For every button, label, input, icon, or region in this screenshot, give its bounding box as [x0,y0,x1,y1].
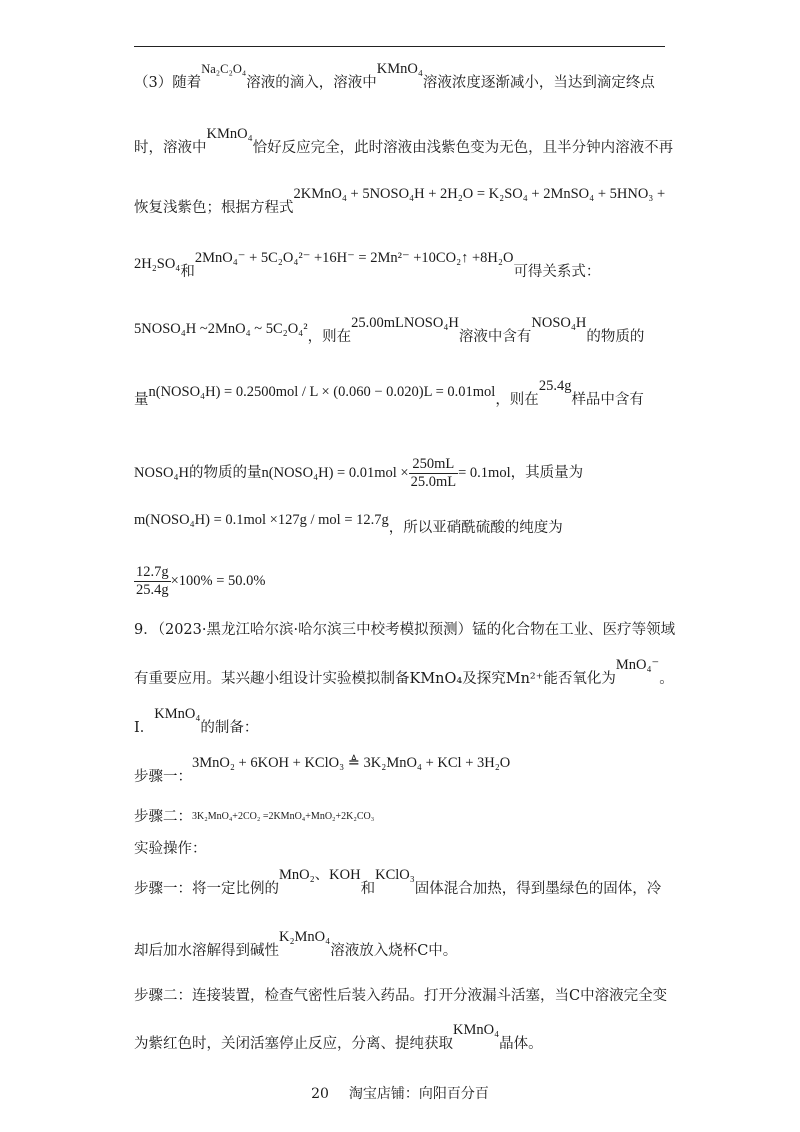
text: 和 [360,881,376,897]
formula: NOSO₄H [531,315,587,331]
formula: MnO₂、KOH [279,867,361,883]
formula: KMnO₄ [453,1022,500,1038]
text: 溶液浓度逐渐减小，当达到滴定终点 [422,75,655,91]
reaction-step-1 [134,755,511,785]
question-9-stem: 9．（2023·黑龙江哈尔滨·哈尔滨三中校考模拟预测）锰的化合物在工业、医疗等领域 [134,622,676,638]
formula: 25.4g [538,378,572,394]
operation-step-2-cont [134,1022,543,1052]
equation: = 0.1mol [458,465,511,481]
formula: KMnO₄ [154,706,201,722]
text: 恰好反应完全，此时溶液由浅紫色变为无色，且半分钟内溶液不再 [252,140,674,156]
equation: 3MnO₂ + 6KOH + KClO₃ ≜ 3K₂MnO₄ + KCl + 3H₂O [192,755,511,771]
p3-line-1 [134,61,655,91]
text: 。 [659,671,674,687]
fraction-numerator: 250mL [409,457,459,474]
p3-line-9 [134,565,266,597]
equation: 2MnO₄⁻ + 5C₂O₄²⁻ +16H⁻ = 2Mn²⁻ +10CO₂↑ +8H₂O [194,250,514,266]
formula: 25.00mLNOSO₄H [351,315,459,331]
formula: MnO₄⁻ [615,657,660,673]
text: 和 [180,264,195,280]
formula: Na₂C₂O₄ [201,62,247,76]
operation-step-2: 步骤二：连接装置，检查气密性后装入药品。打开分液漏斗活塞，当C中溶液完全变 [134,988,668,1004]
text: 有重要应用。某兴趣小组设计实验模拟制备KMnO₄及探究Mn²⁺能否氧化为 [134,671,616,687]
text: 晶体。 [499,1036,543,1052]
p3-line-7 [134,443,584,490]
equation: 3K₂MnO₄+2CO₂ =2KMnO₄+MnO₂+2K₂CO₃ [192,811,375,822]
formula: KClO₃ [375,867,415,883]
formula: 2H₂SO₄ [134,256,181,272]
p3-line-5 [134,315,645,345]
reaction-step-2 [134,810,374,825]
text: 却后加水溶解得到碱性 [134,943,279,959]
q9-line-2 [134,657,674,687]
equation: m(NOSO₄H) = 0.1mol ×127g / mol = 12.7g [134,512,389,528]
shop-label: 淘宝店铺：向阳百分百 [348,1086,489,1102]
text: ，所以亚硝酰硫酸的纯度为 [388,520,563,536]
equation: ×100% = 50.0% [170,573,266,589]
step-label: 步骤二： [134,809,192,825]
formula: KMnO₄ [206,126,253,142]
section-1-title [134,706,259,736]
header-rule [134,46,665,47]
text: 的物质的 [586,329,645,345]
p3-line-3 [134,186,666,216]
operation-step-1-cont [134,929,458,959]
text: 的制备： [200,720,259,736]
formula: NOSO₄H [134,465,190,481]
p3-line-2 [134,126,674,156]
equation: 5NOSO₄H ~2MnO₄ ~ 5C₂O₄² [134,321,308,337]
text: 时，溶液中 [134,140,207,156]
formula: K₂MnO₄ [279,929,331,945]
text: 溶液中含有 [458,329,532,345]
page-number: 20 [311,1086,329,1102]
text: （3）随着 [134,75,202,91]
text: 恢复浅紫色；根据方程式 [134,200,294,216]
fraction-numerator: 12.7g [136,564,169,580]
text: 步骤一：将一定比例的 [134,881,279,897]
text: 的物质的量 [189,465,262,481]
text: ，其质量为 [510,465,584,481]
p3-line-4 [134,250,601,280]
text: ，则在 [495,392,539,408]
text: 可得关系式： [513,264,601,280]
fraction [134,565,171,597]
formula: KMnO₄ [376,61,423,77]
step-label: 步骤一： [134,769,192,785]
section-number: Ⅰ． [134,720,155,736]
p3-line-6 [134,378,644,408]
operations-heading: 实验操作： [134,841,207,857]
text: 为紫红色时，关闭活塞停止反应，分离、提纯获取 [134,1036,453,1052]
equation: n(NOSO₄H) = 0.01mol × [261,465,409,481]
text: ，则在 [307,329,352,345]
fraction-denominator: 25.4g [136,581,169,598]
text: 样品中含有 [571,392,644,408]
fraction-denominator: 25.0mL [410,473,457,490]
fraction [409,457,459,489]
text: 溶液放入烧杯C中。 [330,943,458,959]
page-footer [0,1083,800,1103]
equation: 2KMnO₄ + 5NOSO₄H + 2H₂O = K₂SO₄ + 2MnSO₄ + 5HNO₃ + [293,186,666,202]
text: 量 [134,392,149,408]
p3-line-8 [134,512,563,536]
equation: n(NOSO₄H) = 0.2500mol / L × (0.060 − 0.020)L = 0.01mol [148,384,496,400]
operation-step-1 [134,867,662,897]
text: 固体混合加热，得到墨绿色的固体，冷 [414,881,662,897]
text: 溶液的滴入，溶液中 [246,75,377,91]
